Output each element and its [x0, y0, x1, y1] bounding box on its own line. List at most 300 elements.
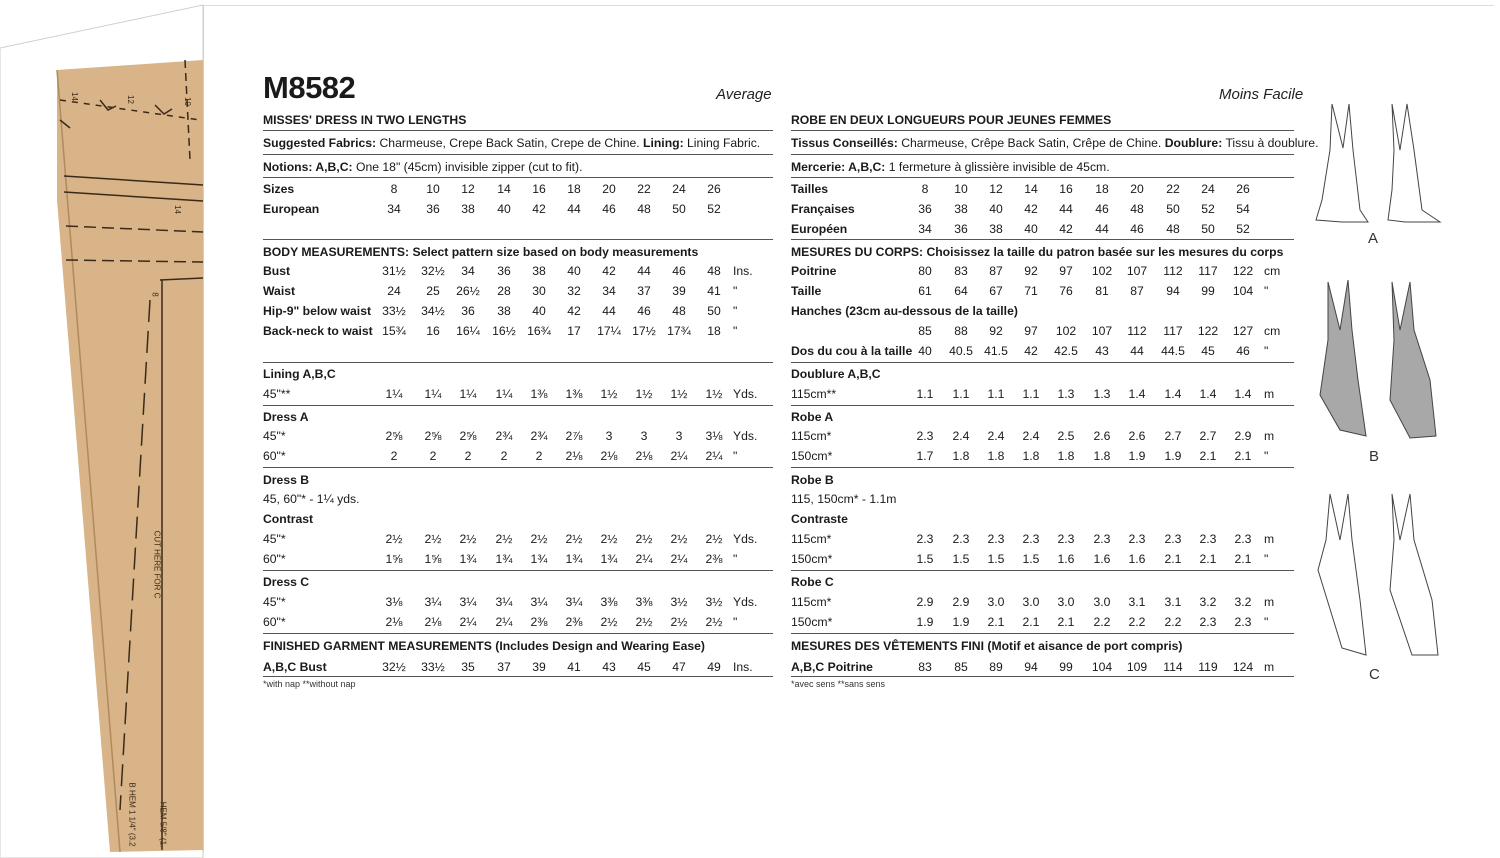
table-cell: 28	[497, 284, 511, 298]
table-cell: 2½	[705, 532, 723, 546]
dress-a-heading: Dress A	[263, 410, 309, 424]
row-label: 150cm*	[791, 552, 833, 566]
table-cell: 44	[1095, 222, 1109, 236]
table-cell: 2⅜	[530, 615, 548, 629]
table-cell: 38	[954, 202, 968, 216]
table-cell: 2⅝	[459, 429, 477, 443]
table-cell: 44	[602, 304, 616, 318]
table-cell: 36	[426, 202, 440, 216]
finished-heading: FINISHED GARMENT MEASUREMENTS	[263, 639, 492, 653]
footnote: *avec sens **sans sens	[791, 679, 886, 689]
table-cell: 20	[602, 182, 616, 196]
row-label: 60"*	[263, 615, 286, 629]
table-cell: 41	[707, 284, 721, 298]
table-cell: 44	[567, 202, 581, 216]
row-label: 150cm*	[791, 449, 833, 463]
table-cell: 1¼	[424, 387, 442, 401]
table-cell: 3¼	[495, 595, 513, 609]
row-label: 115cm**	[791, 387, 837, 401]
table-cell: 2¾	[530, 429, 548, 443]
model-number: M8582	[263, 70, 356, 105]
table-cell: 1⅜	[530, 387, 548, 401]
table-cell: 16	[532, 182, 546, 196]
row-label: 60"*	[263, 449, 286, 463]
table-cell: 10	[954, 182, 968, 196]
table-cell: 2.9	[952, 595, 970, 609]
view-b-back-sketch	[1390, 282, 1436, 438]
table-cell: 3	[640, 429, 648, 443]
table-cell: 18	[707, 324, 721, 338]
table-cell: 85	[918, 324, 932, 338]
table-cell: 38	[532, 264, 546, 278]
table-cell: 1.8	[1057, 449, 1075, 463]
unit-cell: "	[1264, 552, 1269, 566]
unit-cell: m	[1264, 532, 1275, 546]
table-cell: 1½	[670, 387, 688, 401]
table-cell: 46	[1130, 222, 1144, 236]
table-cell: 1½	[635, 387, 653, 401]
table-cell: 40	[1024, 222, 1038, 236]
table-cell: 42	[1059, 222, 1073, 236]
table-cell: 92	[989, 324, 1003, 338]
table-cell: 87	[1130, 284, 1144, 298]
table-cell: 16½	[492, 324, 516, 338]
table-cell: 1¾	[530, 552, 548, 566]
table-cell: 3.2	[1234, 595, 1252, 609]
table-cell: 39	[672, 284, 686, 298]
unit-cell: Yds.	[733, 429, 758, 443]
table-cell: 1¾	[495, 552, 513, 566]
unit-cell: "	[733, 304, 738, 318]
unit-cell: "	[1264, 344, 1269, 358]
table-cell: 31½	[382, 264, 406, 278]
table-cell: 1.7	[916, 449, 934, 463]
fabrics-text: Charmeuse, Crêpe Back Satin, Crêpe de Chine.	[901, 136, 1162, 150]
table-cell: 1¼	[495, 387, 513, 401]
table-cell: 2⅛	[424, 615, 442, 629]
table-cell: 26	[1236, 182, 1250, 196]
table-cell: 2¼	[459, 615, 477, 629]
table-cell: 22	[637, 182, 651, 196]
table-cell: 3⅜	[635, 595, 653, 609]
row-label: Back-neck to waist	[263, 324, 373, 338]
table-cell: 2½	[565, 532, 583, 546]
table-cell: 8	[390, 182, 398, 196]
table-cell: 102	[1091, 264, 1113, 278]
unit-cell: "	[733, 284, 738, 298]
table-cell: 1.5	[1022, 552, 1040, 566]
table-cell: 2	[429, 449, 437, 463]
table-cell: 2.4	[1022, 429, 1040, 443]
table-cell: 38	[989, 222, 1003, 236]
unit-cell: Yds.	[733, 595, 758, 609]
table-cell: 8	[921, 182, 929, 196]
table-cell: 48	[672, 304, 686, 318]
table-cell: 1⅜	[565, 387, 583, 401]
table-cell: 85	[954, 660, 968, 674]
table-cell: 2¾	[495, 429, 513, 443]
table-cell: 112	[1127, 324, 1147, 338]
row-label: Tailles	[791, 182, 829, 196]
table-cell: 18	[1095, 182, 1109, 196]
table-cell: 2.6	[1128, 429, 1146, 443]
footnote: *with nap **without nap	[263, 679, 356, 689]
table-cell: 17¼	[597, 324, 621, 338]
table-cell: 2.1	[1057, 615, 1075, 629]
table-cell: 20	[1130, 182, 1144, 196]
table-cell: 48	[707, 264, 721, 278]
tissue-b-hem-label: B HEM 1 1/4" (3.2	[127, 782, 137, 847]
table-cell: 32	[567, 284, 581, 298]
table-cell: 34	[387, 202, 401, 216]
table-cell: 2½	[600, 615, 618, 629]
table-cell: 1.8	[1093, 449, 1111, 463]
unit-cell: "	[733, 449, 738, 463]
table-cell: 2¼	[635, 552, 653, 566]
table-cell: 52	[1236, 222, 1250, 236]
table-cell: 1¾	[565, 552, 583, 566]
table-cell: 2⅜	[565, 615, 583, 629]
table-cell: 3⅛	[385, 595, 403, 609]
table-cell: 2.1	[1234, 552, 1252, 566]
unit-cell: "	[1264, 615, 1269, 629]
table-cell: 1.9	[916, 615, 934, 629]
table-cell: 16¾	[527, 324, 551, 338]
table-cell: 34	[461, 264, 475, 278]
table-cell: 2.3	[1199, 615, 1217, 629]
table-cell: 1¼	[459, 387, 477, 401]
difficulty-level-fr: Moins Facile	[1219, 86, 1304, 103]
table-cell: 32½	[382, 660, 406, 674]
table-cell: 44	[1059, 202, 1073, 216]
table-cell: 40	[497, 202, 511, 216]
table-cell: 107	[1091, 324, 1113, 338]
table-cell: 1.9	[1128, 449, 1146, 463]
table-cell: 124	[1232, 660, 1254, 674]
table-cell: 37	[497, 660, 511, 674]
table-cell: 42	[1024, 344, 1038, 358]
table-cell: 32½	[421, 264, 445, 278]
view-a-back-sketch	[1388, 104, 1440, 222]
table-cell: 26	[707, 182, 721, 196]
table-cell: 43	[1095, 344, 1109, 358]
table-cell: 44	[1130, 344, 1144, 358]
body-heading-rest: Choisissez la taille du patron basée sur les mesures du corps	[926, 245, 1284, 259]
table-cell: 1.8	[987, 449, 1005, 463]
table-cell: 2½	[635, 532, 653, 546]
table-cell: 114	[1163, 660, 1183, 674]
table-cell: 1¼	[385, 387, 403, 401]
dress-b-text: 45, 60"* - 1¼ yds.	[263, 492, 360, 506]
table-cell: 15¾	[382, 324, 406, 338]
unit-cell: cm	[1264, 324, 1281, 338]
table-cell: 2½	[424, 532, 442, 546]
table-cell: 44.5	[1161, 344, 1185, 358]
table-cell: 2.3	[916, 532, 934, 546]
table-cell: 1¾	[459, 552, 477, 566]
table-cell: 47	[672, 660, 686, 674]
table-cell: 40	[918, 344, 932, 358]
table-cell: 2.1	[1234, 449, 1252, 463]
notions-text: One 18" (45cm) invisible zipper (cut to fit).	[355, 160, 583, 174]
table-cell: 41.5	[984, 344, 1008, 358]
table-cell: 2.5	[1057, 429, 1075, 443]
table-cell: 87	[989, 264, 1003, 278]
table-cell: 2½	[670, 532, 688, 546]
table-cell: 2.3	[987, 532, 1005, 546]
table-cell: 14	[1024, 182, 1038, 196]
table-cell: 12	[989, 182, 1003, 196]
table-cell: 2½	[705, 615, 723, 629]
table-cell: 41	[567, 660, 581, 674]
row-label: 115cm*	[791, 429, 832, 443]
table-cell: 24	[1201, 182, 1215, 196]
finished-heading: MESURES DES VÊTEMENTS FINI (Motif et aisance de port compris)	[791, 639, 1183, 653]
table-cell: 50	[672, 202, 686, 216]
table-cell: 24	[387, 284, 401, 298]
table-cell: 42	[532, 202, 546, 216]
table-cell: 3.0	[987, 595, 1005, 609]
table-cell: 2	[390, 449, 398, 463]
body-heading-rest: Select pattern size based on body measurements	[412, 245, 699, 259]
table-cell: 16	[1059, 182, 1073, 196]
table-cell: 2.3	[1022, 532, 1040, 546]
table-cell: 34	[918, 222, 932, 236]
table-cell: 46	[672, 264, 686, 278]
table-cell: 30	[532, 284, 546, 298]
table-cell: 1⅝	[385, 552, 403, 566]
table-cell: 107	[1126, 264, 1148, 278]
table-cell: 43	[602, 660, 616, 674]
table-cell: 92	[1024, 264, 1038, 278]
tissue-size-mark: 12	[125, 95, 135, 104]
table-cell: 1.6	[1128, 552, 1146, 566]
table-cell: 2½	[385, 532, 403, 546]
row-label: 45"*	[263, 532, 286, 546]
unit-cell: m	[1264, 660, 1275, 674]
unit-cell: "	[733, 552, 738, 566]
table-cell: 2⅛	[565, 449, 583, 463]
table-cell: 1½	[600, 387, 618, 401]
row-label: Hip-9" below waist	[263, 304, 372, 318]
table-cell: 1.1	[987, 387, 1005, 401]
table-cell: 97	[1024, 324, 1038, 338]
unit-cell: m	[1264, 595, 1275, 609]
table-cell: 33½	[421, 660, 445, 674]
fabrics-label: Suggested Fabrics:	[263, 136, 377, 150]
table-cell: 3⅛	[705, 429, 723, 443]
table-cell: 16¼	[456, 324, 480, 338]
unit-cell: cm	[1264, 264, 1281, 278]
table-cell: 2¼	[705, 449, 723, 463]
table-cell: 10	[426, 182, 440, 196]
table-cell: 50	[707, 304, 721, 318]
table-cell: 119	[1198, 660, 1218, 674]
table-cell: 2.2	[1128, 615, 1146, 629]
row-label: 45"**	[263, 387, 291, 401]
table-cell: 40.5	[949, 344, 973, 358]
table-cell: 61	[918, 284, 932, 298]
table-cell: 88	[954, 324, 968, 338]
lining-label: Lining:	[643, 136, 684, 150]
lining-heading: Lining A,B,C	[263, 367, 336, 381]
table-cell: 99	[1059, 660, 1073, 674]
row-label: 115cm*	[791, 595, 832, 609]
table-cell: 1.8	[952, 449, 970, 463]
table-cell: 80	[918, 264, 932, 278]
table-cell: 42	[567, 304, 581, 318]
table-cell: 3¼	[424, 595, 442, 609]
fabrics-label: Tissus Conseillés:	[791, 136, 898, 150]
row-label: 115cm*	[791, 532, 832, 546]
table-cell: 40	[532, 304, 546, 318]
row-label: Taille	[791, 284, 822, 298]
table-cell: 1½	[705, 387, 723, 401]
table-cell: 3.2	[1199, 595, 1217, 609]
row-label: European	[263, 202, 320, 216]
unit-cell: "	[1264, 449, 1269, 463]
table-cell: 42	[1024, 202, 1038, 216]
table-cell: 52	[1201, 202, 1215, 216]
table-cell: 38	[497, 304, 511, 318]
table-cell: 2⅛	[635, 449, 653, 463]
table-cell: 17	[567, 324, 581, 338]
table-cell: 2½	[600, 532, 618, 546]
view-a-label: A	[1368, 230, 1379, 247]
table-cell: 2⅜	[705, 552, 723, 566]
table-cell: 127	[1232, 324, 1254, 338]
unit-cell: m	[1264, 387, 1275, 401]
table-cell: 2.7	[1199, 429, 1217, 443]
table-cell: 12	[461, 182, 475, 196]
table-cell: 1.4	[1128, 387, 1146, 401]
section-title: MISSES' DRESS IN TWO LENGTHS	[263, 113, 467, 127]
row-label: Européen	[791, 222, 848, 236]
table-cell: 2.1	[1022, 615, 1040, 629]
dress-c-heading: Dress C	[263, 575, 310, 589]
table-cell: 97	[1059, 264, 1073, 278]
unit-cell: "	[733, 324, 738, 338]
table-cell: 25	[426, 284, 440, 298]
table-cell: 1.5	[952, 552, 970, 566]
table-cell: 2½	[530, 532, 548, 546]
table-cell: 42.5	[1054, 344, 1078, 358]
table-cell: 36	[954, 222, 968, 236]
lining-text: Tissu à doublure.	[1225, 136, 1319, 150]
table-cell: 46	[602, 202, 616, 216]
view-c-label: C	[1369, 666, 1380, 683]
table-cell: 83	[954, 264, 968, 278]
table-cell: 3.1	[1128, 595, 1146, 609]
table-cell: 3.0	[1022, 595, 1040, 609]
table-cell: 1.4	[1234, 387, 1252, 401]
row-label: 60"*	[263, 552, 286, 566]
table-cell: 2.3	[1057, 532, 1075, 546]
table-cell: 2.3	[1164, 532, 1182, 546]
tissue-hem-label: HEM 5/8" (1.	[158, 801, 168, 848]
table-cell: 2	[535, 449, 543, 463]
table-cell: 89	[989, 660, 1003, 674]
unit-cell: "	[1264, 284, 1269, 298]
table-cell: 48	[1130, 202, 1144, 216]
table-cell: 54	[1236, 202, 1250, 216]
table-cell: 2⅝	[385, 429, 403, 443]
tissue-size-mark: 10	[182, 97, 192, 106]
table-cell: 2.6	[1093, 429, 1111, 443]
table-cell: 3	[675, 429, 683, 443]
table-cell: 117	[1198, 264, 1218, 278]
table-cell: 104	[1091, 660, 1113, 674]
table-cell: 1.1	[1022, 387, 1040, 401]
table-cell: 46	[637, 304, 651, 318]
table-cell: 112	[1163, 264, 1183, 278]
row-label: A,B,C Poitrine	[791, 660, 873, 674]
table-cell: 17¾	[667, 324, 691, 338]
table-cell: 2.4	[987, 429, 1005, 443]
table-cell: 36	[497, 264, 511, 278]
lining-heading: Doublure A,B,C	[791, 367, 881, 381]
table-cell: 36	[461, 304, 475, 318]
table-cell: 3	[605, 429, 613, 443]
table-cell: 50	[1201, 222, 1215, 236]
tissue-size-mark: 8	[150, 292, 160, 297]
table-cell: 1.1	[952, 387, 970, 401]
contrast-heading: Contraste	[791, 512, 848, 526]
contrast-heading: Contrast	[263, 512, 314, 526]
table-cell: 3.0	[1093, 595, 1111, 609]
table-cell: 2.3	[1128, 532, 1146, 546]
table-cell: 1.1	[916, 387, 934, 401]
tissue-size-mark: 14	[69, 92, 79, 101]
table-cell: 3¼	[530, 595, 548, 609]
row-label: Sizes	[263, 182, 295, 196]
table-cell: 2¼	[670, 552, 688, 566]
view-c-back-sketch	[1390, 494, 1438, 655]
table-cell: 1.5	[987, 552, 1005, 566]
table-cell: 2⅞	[565, 429, 583, 443]
row-label: 45"*	[263, 595, 286, 609]
table-cell: 1.3	[1093, 387, 1111, 401]
table-cell: 34½	[421, 304, 445, 318]
notions-label: Notions: A,B,C:	[263, 160, 353, 174]
table-cell: 2⅛	[600, 449, 618, 463]
row-label: Dos du cou à la taille	[791, 344, 913, 358]
table-cell: 2.3	[1234, 532, 1252, 546]
table-cell: 33½	[382, 304, 406, 318]
hips-label: Hanches (23cm au-dessous de la taille)	[791, 304, 1018, 318]
table-cell: 2½	[635, 615, 653, 629]
table-cell: 37	[637, 284, 651, 298]
table-cell: 44	[637, 264, 651, 278]
table-cell: 18	[567, 182, 581, 196]
table-cell: 94	[1166, 284, 1180, 298]
table-cell: 45	[637, 660, 651, 674]
table-cell: 3½	[705, 595, 723, 609]
table-cell: 2	[500, 449, 508, 463]
table-cell: 2.3	[952, 532, 970, 546]
table-cell: 3¼	[459, 595, 477, 609]
table-cell: 71	[1024, 284, 1038, 298]
view-c-front-sketch	[1318, 494, 1366, 655]
table-cell: 1.9	[1164, 449, 1182, 463]
unit-cell: Yds.	[733, 387, 758, 401]
difficulty-level-en: Average	[716, 86, 772, 103]
table-cell: 2½	[459, 532, 477, 546]
table-cell: 117	[1163, 324, 1183, 338]
table-cell: 2	[464, 449, 472, 463]
table-cell: 35	[461, 660, 475, 674]
table-cell: 1.5	[916, 552, 934, 566]
